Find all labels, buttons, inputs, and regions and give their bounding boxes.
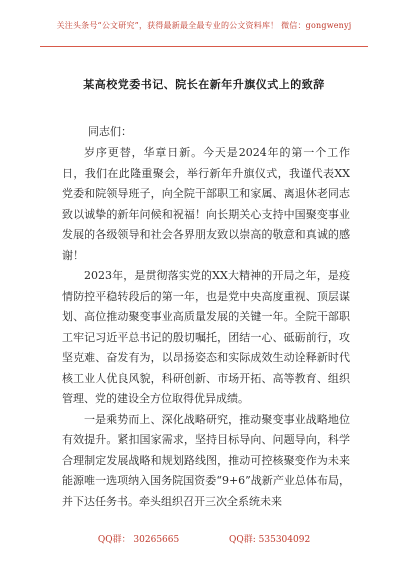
paragraph: 岁序更替，华章日新。今天是2024年的第一个工作日，我们在此隆重聚会，举行新年升旗仪式，我谨代表XX党委和院领导班子，向全院干部职工和家属、离退休老同志致以诚挚的新年问候和祝福！向长期关心支持中国聚变事业发展的各级领导和社会各界朋友致以崇高的敬意和真诚的感谢！: [62, 146, 350, 262]
salutation: 同志们：: [88, 125, 132, 138]
paragraph: 一是乘势而上、深化战略研究，推动聚变事业战略地位有效提升。紧扣国家需求，坚持目标导向、问题导向，科学合理制定发展战略和规划路线图，推动可控核聚变作为未来能源唯一选项纳入国务院国资委“9+6”战新产业总体布局，并下达任务书。牵头组织召开三次全系统未来: [62, 412, 350, 508]
document-body: [62, 143, 350, 512]
document-title: 某高校党委书记、院长在新年升旗仪式上的致辞: [83, 78, 325, 91]
footer-qq-group-1: QQ群： 30265665: [97, 535, 180, 545]
paragraph: 2023年，是贯彻落实党的XX大精神的开局之年，是疫情防控平稳转段后的第一年，也是党中央高度重视、顶层谋划、高位推动聚变事业高质量发展的关键一年。全院干部职工牢记习近平总书记的殷切嘱托，团结一心、砥砺前行，攻坚克难、奋发有为，以昂扬姿态和实际成效生动诠释新时代核工业人优良风貌，科研创新、市场开拓、高等教育、组织管理、党的建设全方位取得优异成绩。: [62, 269, 350, 405]
footer-qq-group-2: QQ群: 535304092: [229, 535, 311, 545]
header-banner: 关注头条号“公文研究”，获得最新最全最专业的公文资料库！ 微信：gongwenyj: [56, 21, 352, 30]
header-divider: [40, 46, 368, 47]
footer-contact: [0, 532, 408, 545]
